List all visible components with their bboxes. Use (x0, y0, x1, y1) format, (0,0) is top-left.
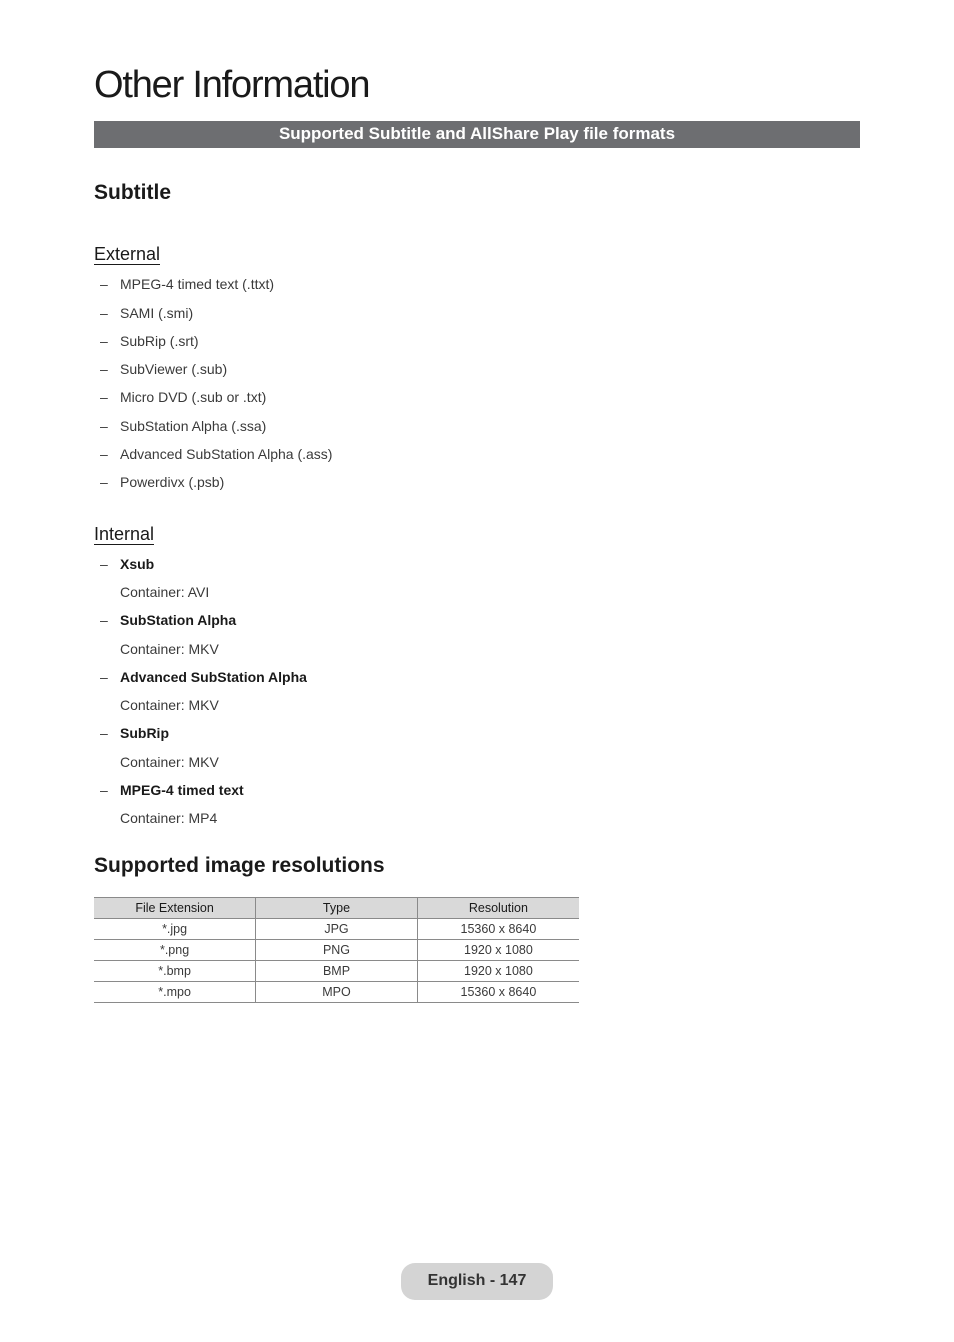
list-item-text: Advanced SubStation Alpha (120, 669, 307, 685)
list-item (100, 725, 169, 741)
table-cell: *.jpg (94, 919, 256, 940)
container-line: Container: MKV (120, 754, 219, 770)
dash-marker: – (100, 446, 108, 462)
table-cell: *.png (94, 940, 256, 961)
list-item-text: Xsub (120, 556, 155, 572)
list-item-text: Advanced SubStation Alpha (.ass) (120, 446, 333, 462)
container-line: Container: MKV (120, 697, 219, 713)
list-item-text: SubStation Alpha (.ssa) (120, 418, 267, 434)
section-header-bar: Supported Subtitle and AllShare Play file formats (94, 121, 860, 148)
table-row (94, 940, 579, 961)
container-line: Container: AVI (120, 584, 210, 600)
image-resolutions-heading: Supported image resolutions (94, 854, 385, 877)
subtitle-heading: Subtitle (94, 181, 171, 204)
dash-marker: – (100, 333, 108, 349)
table-row (94, 919, 579, 940)
list-item-text: SubStation Alpha (120, 612, 237, 628)
internal-heading: Internal (94, 524, 155, 544)
list-item (100, 446, 332, 462)
table-cell: JPG (256, 919, 418, 940)
list-item (100, 389, 266, 405)
column-header-resolution: Resolution (417, 898, 579, 919)
list-item-text: Powerdivx (.psb) (120, 474, 225, 490)
list-item (100, 418, 266, 434)
list-item-text: Micro DVD (.sub or .txt) (120, 389, 267, 405)
dash-marker: – (100, 725, 108, 741)
list-item-text: MPEG-4 timed text (120, 782, 244, 798)
dash-marker: – (100, 389, 108, 405)
container-line: Container: MP4 (120, 810, 218, 826)
dash-marker: – (100, 556, 108, 572)
dash-marker: – (100, 361, 108, 377)
table-row (94, 961, 579, 982)
list-item (100, 782, 244, 798)
external-heading: External (94, 244, 161, 264)
list-item (100, 276, 274, 292)
page-number-badge: English - 147 (401, 1263, 553, 1300)
dash-marker: – (100, 276, 108, 292)
page-title: Other Information (94, 64, 370, 106)
dash-marker: – (100, 305, 108, 321)
list-item (100, 361, 227, 377)
list-item (100, 305, 193, 321)
list-item (100, 669, 307, 685)
table-cell: *.mpo (94, 982, 256, 1003)
column-header-type: Type (256, 898, 418, 919)
dash-marker: – (100, 669, 108, 685)
column-header-file-extension: File Extension (94, 898, 256, 919)
list-item-text: MPEG-4 timed text (.ttxt) (120, 276, 275, 292)
list-item (100, 556, 154, 572)
list-item-text: SubRip (120, 725, 169, 741)
list-item (100, 333, 199, 349)
dash-marker: – (100, 782, 108, 798)
table-cell: 15360 x 8640 (417, 982, 579, 1003)
table-cell: 1920 x 1080 (417, 940, 579, 961)
table-cell: MPO (256, 982, 418, 1003)
dash-marker: – (100, 612, 108, 628)
image-resolution-table (94, 897, 579, 1003)
table-header-row (94, 898, 579, 919)
table-cell: BMP (256, 961, 418, 982)
dash-marker: – (100, 418, 108, 434)
list-item (100, 474, 224, 490)
table-cell: 15360 x 8640 (417, 919, 579, 940)
list-item-text: SAMI (.smi) (120, 305, 194, 321)
table-cell: PNG (256, 940, 418, 961)
container-line: Container: MKV (120, 641, 219, 657)
table-cell: *.bmp (94, 961, 256, 982)
table-row (94, 982, 579, 1003)
table-cell: 1920 x 1080 (417, 961, 579, 982)
list-item-text: SubRip (.srt) (120, 333, 199, 349)
list-item-text: SubViewer (.sub) (120, 361, 228, 377)
dash-marker: – (100, 474, 108, 490)
list-item (100, 612, 236, 628)
